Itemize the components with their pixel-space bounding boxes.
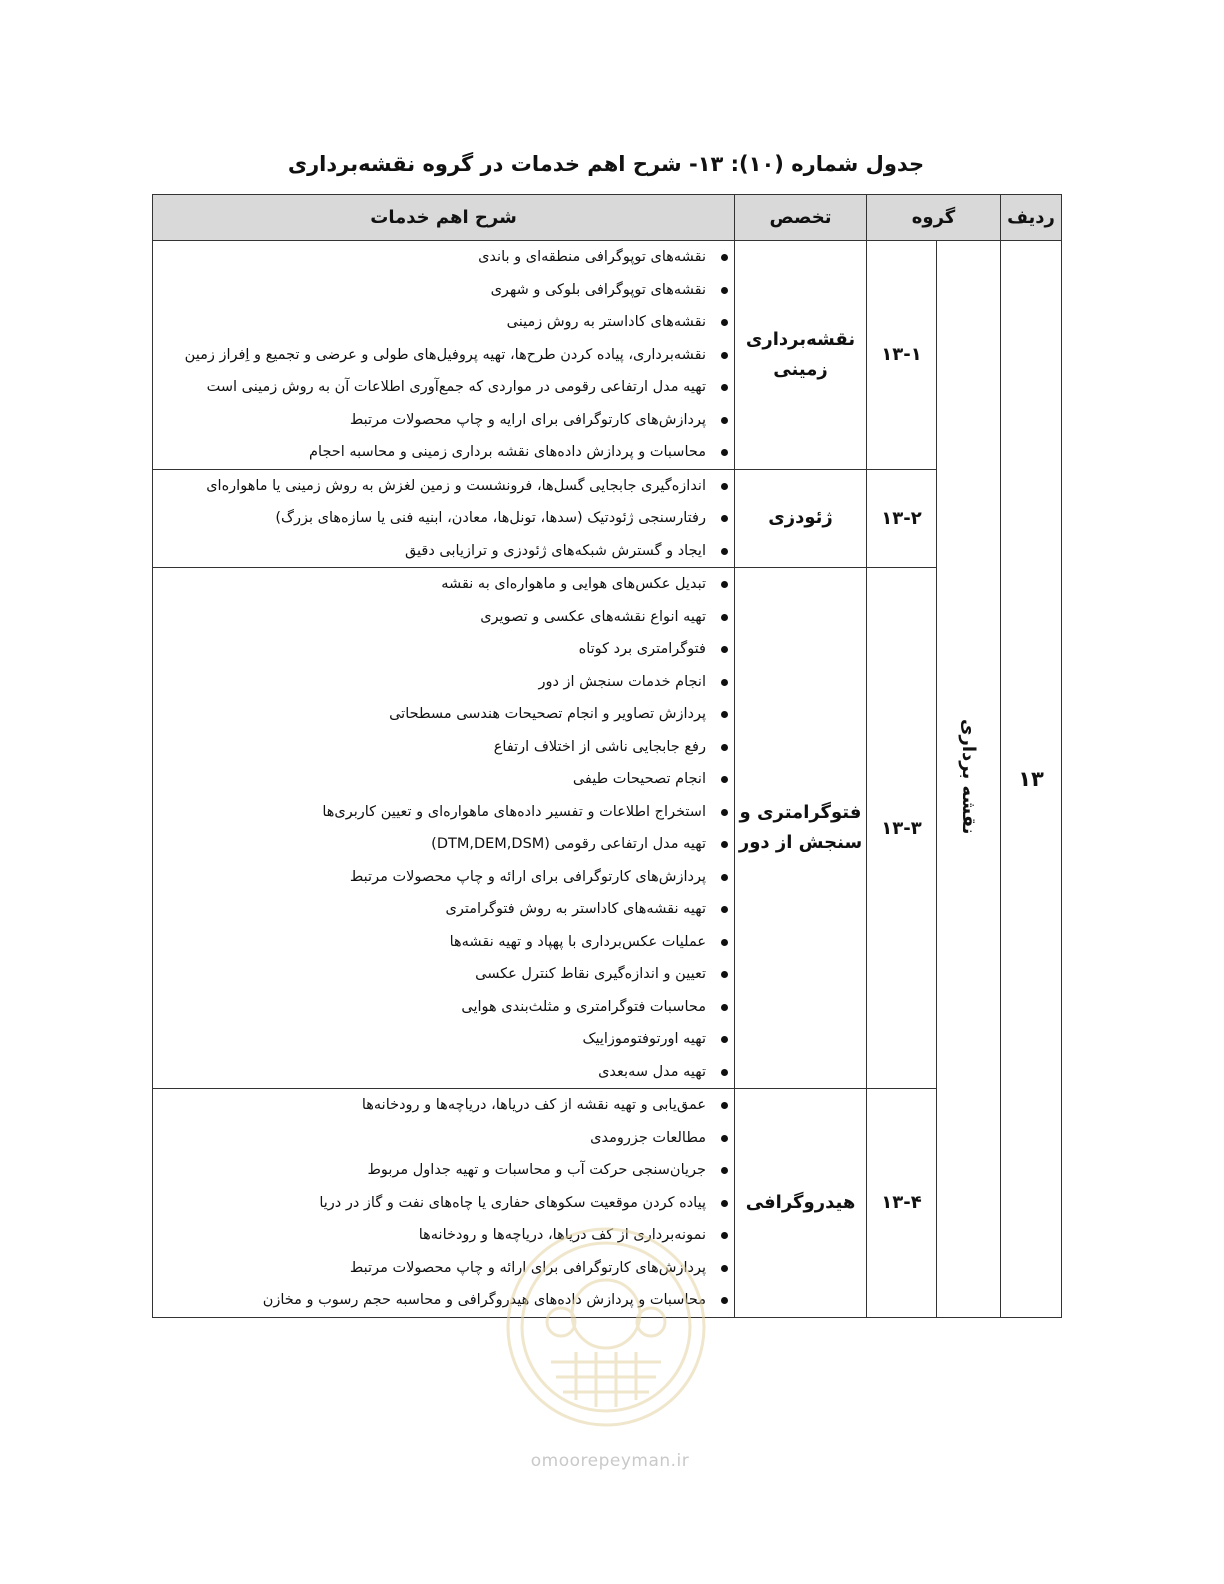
services-list [153,470,734,568]
list-item: پردازش‌های کارتوگرافی برای ارائه و چاپ محصولات مرتبط [153,861,734,894]
group-name-cell [937,241,1001,1318]
list-item: عمق‌یابی و تهیه نقشه از کف دریاها، دریاچه‌ها و رودخانه‌ها [153,1089,734,1122]
subgroup-code: ۱۳-۳ [867,568,937,1089]
subgroup-code: ۱۳-۲ [867,469,937,568]
table-row [153,469,1062,568]
subgroup-code: ۱۳-۱ [867,241,937,470]
list-item: رفتارسنجی ژئودتیک (سدها، تونل‌ها، معادن، ابنیه فنی یا سازه‌های بزرگ) [153,502,734,535]
list-item: انجام تصحیحات طیفی [153,763,734,796]
list-item: پردازش‌های کارتوگرافی برای ارائه و چاپ محصولات مرتبط [153,1252,734,1285]
list-item: انجام خدمات سنجش از دور [153,666,734,699]
list-item: محاسبات و پردازش داده‌های نقشه برداری زمینی و محاسبه احجام [153,436,734,469]
list-item: ایجاد و گسترش شبکه‌های ژئودزی و ترازیابی دقیق [153,535,734,568]
table-header-row [153,195,1062,241]
watermark-text: omoorepeyman.ir [530,1451,690,1471]
list-item: محاسبات فتوگرامتری و مثلث‌بندی هوایی [153,991,734,1024]
specialty-name: ژئودزی [735,469,867,568]
list-item: جریان‌سنجی حرکت آب و محاسبات و تهیه جداول مربوط [153,1154,734,1187]
subgroup-code: ۱۳-۴ [867,1089,937,1318]
header-specialty: تخصص [735,195,867,241]
table-title: جدول شماره (۱۰): ۱۳- شرح اهم خدمات در گروه نقشه‌برداری [287,152,925,176]
list-item: نمونه‌برداری از کف دریاها، دریاچه‌ها و رودخانه‌ها [153,1219,734,1252]
list-item: فتوگرامتری برد کوتاه [153,633,734,666]
list-item: پردازش تصاویر و انجام تصحیحات هندسی مسطحاتی [153,698,734,731]
list-item: تهیه مدل سه‌بعدی [153,1056,734,1089]
list-item: محاسبات و پردازش داده‌های هیدروگرافی و محاسبه حجم رسوب و مخازن [153,1284,734,1317]
table-row [153,568,1062,1089]
services-list [153,568,734,1088]
list-item: تهیه مدل ارتفاعی رقومی (DTM,DEM,DSM) [153,828,734,861]
services-list-cell [153,241,735,470]
list-item: پیاده کردن موقعیت سکوهای حفاری یا چاه‌های نفت و گاز در دریا [153,1187,734,1220]
list-item: رفع جابجایی ناشی از اختلاف ارتفاع [153,731,734,764]
header-radif: ردیف [1001,195,1062,241]
list-item: تهیه اورتوفتوموزاییک [153,1023,734,1056]
table-row [153,241,1062,470]
row-number: ۱۳ [1001,241,1062,1318]
watermark-logo [501,1222,711,1432]
header-group: گروه [867,195,1001,241]
services-list [153,241,734,469]
list-item: نقشه‌برداری، پیاده کردن طرح‌ها، تهیه پروفیل‌های طولی و عرضی و تجمیع و اِفراز زمین [153,339,734,372]
list-item: تهیه نقشه‌های کاداستر به روش فتوگرامتری [153,893,734,926]
services-table [152,194,1062,1318]
services-list-cell [153,568,735,1089]
list-item: اندازه‌گیری جابجایی گسل‌ها، فرونشست و زمین لغزش به روش زمینی یا ماهواره‌ای [153,470,734,503]
list-item: استخراج اطلاعات و تفسیر داده‌های ماهواره‌ای و تعیین کاربری‌ها [153,796,734,829]
list-item: نقشه‌های توپوگرافی منطقه‌ای و باندی [153,241,734,274]
list-item: تبدیل عکس‌های هوایی و ماهواره‌ای به نقشه [153,568,734,601]
list-item: تهیه مدل ارتفاعی رقومی در مواردی که جمع‌آوری اطلاعات آن به روش زمینی است [153,371,734,404]
list-item: نقشه‌های کاداستر به روش زمینی [153,306,734,339]
specialty-name: فتوگرامتری و سنجش از دور [735,568,867,1089]
specialty-name: نقشه‌برداری زمینی [735,241,867,470]
list-item: مطالعات جزرومدی [153,1122,734,1155]
list-item: عملیات عکس‌برداری با پهپاد و تهیه نقشه‌ها [153,926,734,959]
list-item: نقشه‌های توپوگرافی بلوکی و شهری [153,274,734,307]
list-item: پردازش‌های کارتوگرافی برای ارایه و چاپ محصولات مرتبط [153,404,734,437]
list-item: تعیین و اندازه‌گیری نقاط کنترل عکسی [153,958,734,991]
header-services: شرح اهم خدمات [153,195,735,241]
list-item: تهیه انواع نقشه‌های عکسی و تصویری [153,601,734,634]
specialty-name: هیدروگرافی [735,1089,867,1318]
services-list-cell [153,469,735,568]
group-name: نقشه برداری [958,719,980,835]
